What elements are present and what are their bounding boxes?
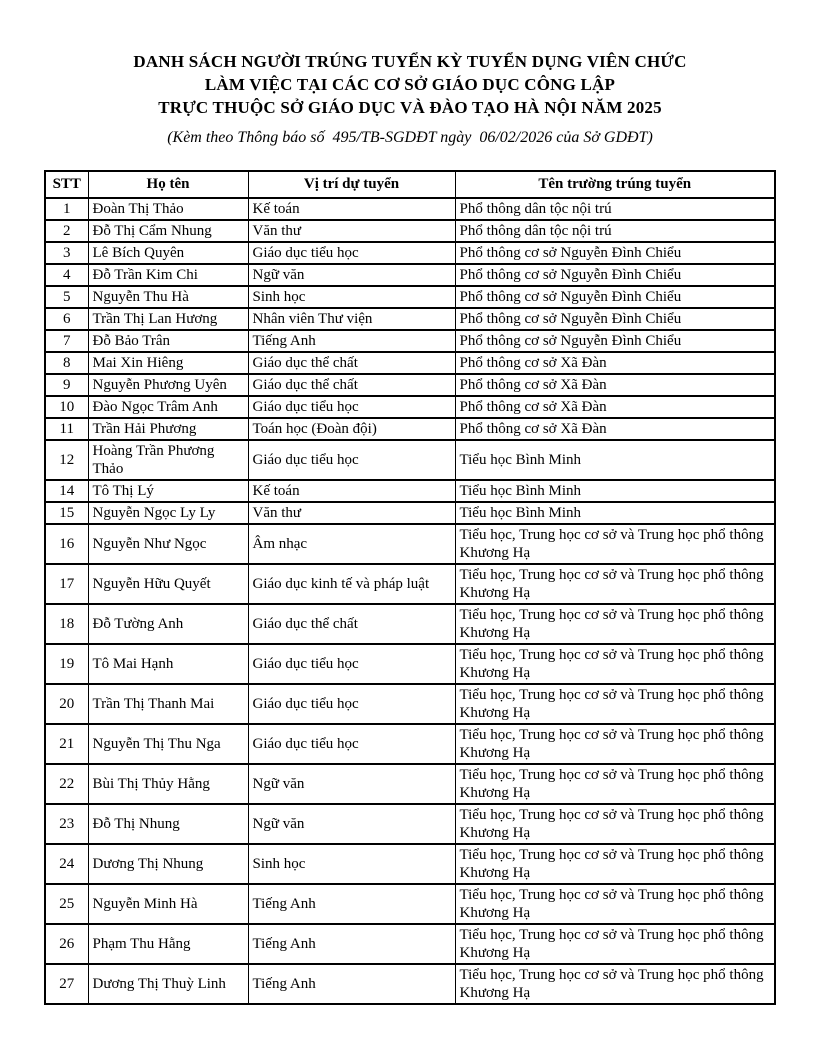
cell-position: Giáo dục tiểu học xyxy=(248,242,455,264)
cell-name: Bùi Thị Thủy Hằng xyxy=(88,764,248,804)
document-title-line-1: DANH SÁCH NGƯỜI TRÚNG TUYỂN KỲ TUYỂN DỤNG VIÊN CHỨC xyxy=(133,52,687,71)
table-row xyxy=(45,724,775,764)
table-row xyxy=(45,198,775,220)
cell-stt: 21 xyxy=(45,724,88,764)
cell-school: Phổ thông cơ sở Nguyễn Đình Chiểu xyxy=(455,330,775,352)
table-row xyxy=(45,764,775,804)
table-row xyxy=(45,330,775,352)
cell-position: Giáo dục thể chất xyxy=(248,352,455,374)
cell-name: Tô Thị Lý xyxy=(88,480,248,502)
cell-school: Phổ thông cơ sở Nguyễn Đình Chiểu xyxy=(455,286,775,308)
cell-position: Tiếng Anh xyxy=(248,884,455,924)
cell-stt: 10 xyxy=(45,396,88,418)
cell-stt: 12 xyxy=(45,440,88,480)
document-title-line-2: LÀM VIỆC TẠI CÁC CƠ SỞ GIÁO DỤC CÔNG LẬP xyxy=(204,75,616,94)
cell-position: Giáo dục tiểu học xyxy=(248,396,455,418)
document-title-line-3: TRỰC THUỘC SỞ GIÁO DỤC VÀ ĐÀO TẠO HÀ NỘI NĂM 2025 xyxy=(158,98,662,117)
cell-name: Nguyễn Ngọc Ly Ly xyxy=(88,502,248,524)
cell-name: Dương Thị Thuỳ Linh xyxy=(88,964,248,1004)
cell-name: Trần Thị Lan Hương xyxy=(88,308,248,330)
cell-name: Dương Thị Nhung xyxy=(88,844,248,884)
cell-stt: 3 xyxy=(45,242,88,264)
cell-position: Ngữ văn xyxy=(248,264,455,286)
cell-school: Tiểu học Bình Minh xyxy=(455,502,775,524)
cell-position: Kế toán xyxy=(248,198,455,220)
cell-school: Tiểu học, Trung học cơ sở và Trung học phổ thông Khương Hạ xyxy=(455,844,775,884)
cell-name: Nguyễn Phương Uyên xyxy=(88,374,248,396)
cell-position: Sinh học xyxy=(248,844,455,884)
header-row xyxy=(45,171,775,198)
cell-school: Tiểu học, Trung học cơ sở và Trung học phổ thông Khương Hạ xyxy=(455,524,775,564)
cell-position: Âm nhạc xyxy=(248,524,455,564)
table-row xyxy=(45,964,775,1004)
cell-stt: 2 xyxy=(45,220,88,242)
table-row xyxy=(45,524,775,564)
cell-name: Đỗ Thị Cẩm Nhung xyxy=(88,220,248,242)
cell-school: Tiểu học, Trung học cơ sở và Trung học phổ thông Khương Hạ xyxy=(455,764,775,804)
cell-name: Trần Hải Phương xyxy=(88,418,248,440)
cell-school: Phổ thông dân tộc nội trú xyxy=(455,220,775,242)
cell-name: Trần Thị Thanh Mai xyxy=(88,684,248,724)
cell-school: Phổ thông cơ sở Xã Đàn xyxy=(455,352,775,374)
cell-position: Văn thư xyxy=(248,220,455,242)
cell-name: Phạm Thu Hằng xyxy=(88,924,248,964)
cell-position: Tiếng Anh xyxy=(248,964,455,1004)
cell-position: Ngữ văn xyxy=(248,764,455,804)
cell-name: Tô Mai Hạnh xyxy=(88,644,248,684)
cell-stt: 9 xyxy=(45,374,88,396)
cell-school: Phổ thông cơ sở Xã Đàn xyxy=(455,374,775,396)
cell-position: Sinh học xyxy=(248,286,455,308)
table-row xyxy=(45,804,775,844)
cell-school: Tiểu học Bình Minh xyxy=(455,440,775,480)
column-header-position: Vị trí dự tuyển xyxy=(248,171,455,198)
cell-stt: 19 xyxy=(45,644,88,684)
document-subtitle: (Kèm theo Thông báo số 495/TB-SGDĐT ngày 06/02/2026 của Sở GDĐT) xyxy=(167,129,653,146)
cell-school: Phổ thông cơ sở Xã Đàn xyxy=(455,418,775,440)
cell-name: Nguyễn Hữu Quyết xyxy=(88,564,248,604)
cell-name: Nguyễn Minh Hà xyxy=(88,884,248,924)
cell-school: Tiểu học, Trung học cơ sở và Trung học phổ thông Khương Hạ xyxy=(455,884,775,924)
table-row xyxy=(45,396,775,418)
cell-name: Đỗ Thị Nhung xyxy=(88,804,248,844)
cell-name: Đào Ngọc Trâm Anh xyxy=(88,396,248,418)
cell-name: Nguyễn Thị Thu Nga xyxy=(88,724,248,764)
cell-school: Tiểu học, Trung học cơ sở và Trung học phổ thông Khương Hạ xyxy=(455,924,775,964)
cell-position: Nhân viên Thư viện xyxy=(248,308,455,330)
cell-position: Văn thư xyxy=(248,502,455,524)
column-header-name: Họ tên xyxy=(88,171,248,198)
cell-stt: 23 xyxy=(45,804,88,844)
cell-stt: 14 xyxy=(45,480,88,502)
results-table-body xyxy=(45,198,775,1004)
table-row xyxy=(45,502,775,524)
table-row xyxy=(45,418,775,440)
column-header-stt: STT xyxy=(45,171,88,198)
cell-name: Đỗ Trần Kim Chi xyxy=(88,264,248,286)
cell-position: Giáo dục thể chất xyxy=(248,374,455,396)
cell-name: Đỗ Bảo Trân xyxy=(88,330,248,352)
cell-stt: 25 xyxy=(45,884,88,924)
cell-school: Tiểu học, Trung học cơ sở và Trung học phổ thông Khương Hạ xyxy=(455,684,775,724)
cell-school: Tiểu học, Trung học cơ sở và Trung học phổ thông Khương Hạ xyxy=(455,724,775,764)
cell-name: Hoàng Trần Phương Thảo xyxy=(88,440,248,480)
cell-stt: 27 xyxy=(45,964,88,1004)
cell-school: Tiểu học, Trung học cơ sở và Trung học phổ thông Khương Hạ xyxy=(455,964,775,1004)
cell-stt: 24 xyxy=(45,844,88,884)
cell-stt: 20 xyxy=(45,684,88,724)
cell-position: Giáo dục kinh tế và pháp luật xyxy=(248,564,455,604)
cell-school: Phổ thông dân tộc nội trú xyxy=(455,198,775,220)
table-row xyxy=(45,684,775,724)
table-row xyxy=(45,374,775,396)
cell-position: Giáo dục tiểu học xyxy=(248,440,455,480)
cell-school: Tiểu học Bình Minh xyxy=(455,480,775,502)
table-row xyxy=(45,264,775,286)
table-row xyxy=(45,242,775,264)
table-row xyxy=(45,924,775,964)
table-row xyxy=(45,480,775,502)
cell-stt: 15 xyxy=(45,502,88,524)
cell-position: Toán học (Đoàn đội) xyxy=(248,418,455,440)
cell-school: Tiểu học, Trung học cơ sở và Trung học phổ thông Khương Hạ xyxy=(455,564,775,604)
cell-position: Tiếng Anh xyxy=(248,924,455,964)
cell-school: Phổ thông cơ sở Nguyễn Đình Chiểu xyxy=(455,308,775,330)
cell-stt: 16 xyxy=(45,524,88,564)
cell-stt: 6 xyxy=(45,308,88,330)
table-row xyxy=(45,308,775,330)
cell-stt: 22 xyxy=(45,764,88,804)
cell-name: Mai Xin Hiêng xyxy=(88,352,248,374)
results-table-header xyxy=(45,171,775,198)
cell-position: Giáo dục tiểu học xyxy=(248,724,455,764)
table-row xyxy=(45,440,775,480)
cell-position: Ngữ văn xyxy=(248,804,455,844)
table-row xyxy=(45,286,775,308)
cell-name: Nguyễn Thu Hà xyxy=(88,286,248,308)
column-header-school: Tên trường trúng tuyển xyxy=(455,171,775,198)
cell-name: Đỗ Tường Anh xyxy=(88,604,248,644)
cell-stt: 17 xyxy=(45,564,88,604)
table-row xyxy=(45,644,775,684)
cell-position: Giáo dục tiểu học xyxy=(248,644,455,684)
cell-school: Tiểu học, Trung học cơ sở và Trung học phổ thông Khương Hạ xyxy=(455,644,775,684)
cell-school: Tiểu học, Trung học cơ sở và Trung học phổ thông Khương Hạ xyxy=(455,604,775,644)
table-row xyxy=(45,220,775,242)
table-row xyxy=(45,604,775,644)
table-row xyxy=(45,844,775,884)
cell-school: Tiểu học, Trung học cơ sở và Trung học phổ thông Khương Hạ xyxy=(455,804,775,844)
cell-stt: 11 xyxy=(45,418,88,440)
cell-stt: 7 xyxy=(45,330,88,352)
cell-name: Đoàn Thị Thảo xyxy=(88,198,248,220)
cell-name: Lê Bích Quyên xyxy=(88,242,248,264)
cell-position: Giáo dục thể chất xyxy=(248,604,455,644)
table-row xyxy=(45,352,775,374)
document-header xyxy=(0,50,820,147)
cell-stt: 26 xyxy=(45,924,88,964)
cell-position: Giáo dục tiểu học xyxy=(248,684,455,724)
cell-stt: 1 xyxy=(45,198,88,220)
cell-position: Tiếng Anh xyxy=(248,330,455,352)
results-table xyxy=(44,170,776,1005)
cell-stt: 8 xyxy=(45,352,88,374)
cell-stt: 5 xyxy=(45,286,88,308)
cell-position: Kế toán xyxy=(248,480,455,502)
cell-name: Nguyễn Như Ngọc xyxy=(88,524,248,564)
cell-school: Phổ thông cơ sở Nguyễn Đình Chiểu xyxy=(455,242,775,264)
cell-school: Phổ thông cơ sở Nguyễn Đình Chiểu xyxy=(455,264,775,286)
cell-stt: 4 xyxy=(45,264,88,286)
table-row xyxy=(45,884,775,924)
table-row xyxy=(45,564,775,604)
cell-stt: 18 xyxy=(45,604,88,644)
cell-school: Phổ thông cơ sở Xã Đàn xyxy=(455,396,775,418)
